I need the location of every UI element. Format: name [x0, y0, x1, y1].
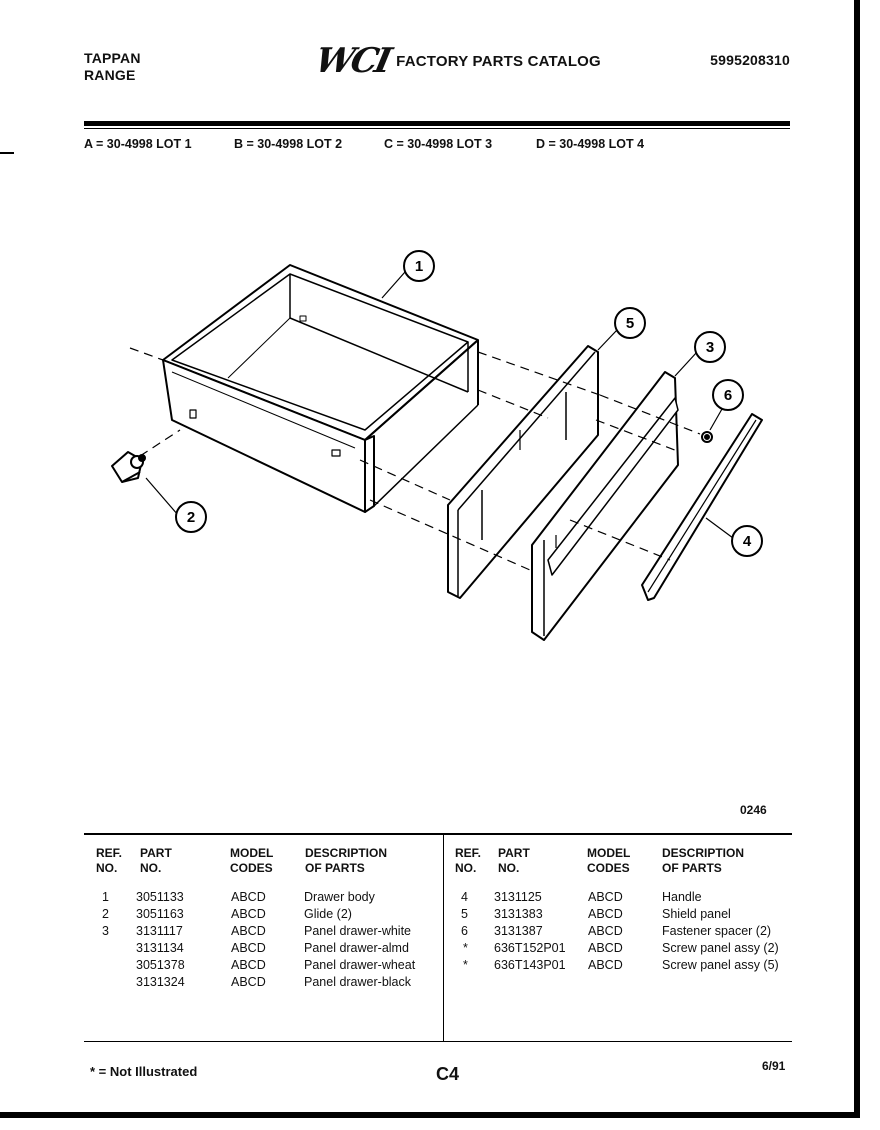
svg-text:4: 4	[742, 533, 752, 550]
lot-a: A = 30-4998 LOT 1	[84, 137, 192, 151]
part-description: Panel drawer-white	[304, 924, 411, 938]
part-description: Fastener spacer (2)	[662, 924, 772, 938]
illustration-code: 0246	[740, 803, 767, 817]
part-description: Screw panel assy (5)	[662, 958, 779, 972]
header-ref-no: REF. NO.	[96, 846, 123, 875]
part-description: Handle	[662, 890, 702, 904]
part-no: 3131387	[494, 924, 543, 938]
part-no: 636T152P01	[494, 941, 566, 955]
model-codes: ABCD	[231, 958, 266, 972]
svg-text:6: 6	[723, 387, 733, 404]
ref-no: 1	[102, 890, 109, 904]
model-codes: ABCD	[588, 890, 623, 904]
header-part-no-right: PART NO.	[498, 846, 530, 875]
model-codes: ABCD	[231, 907, 266, 921]
part-no: 3051133	[136, 890, 184, 904]
part-description: Panel drawer-black	[304, 975, 411, 989]
part-description: Shield panel	[662, 907, 731, 921]
header-model-codes-right: MODEL CODES	[587, 846, 631, 875]
ref-no: 6	[461, 924, 468, 938]
header-model-codes: MODEL CODES	[230, 846, 274, 875]
lot-c: C = 30-4998 LOT 3	[384, 137, 493, 151]
table-divider	[443, 833, 444, 1041]
revision-date: 6/91	[762, 1059, 786, 1073]
model-codes: ABCD	[588, 958, 623, 972]
model-codes: ABCD	[231, 941, 266, 955]
ref-no: 2	[102, 907, 109, 921]
ref-no: *	[463, 958, 468, 972]
fastener-spacer-drawing	[702, 432, 712, 442]
callout-6	[713, 380, 743, 410]
header-ref-no-right: REF. NO.	[455, 846, 482, 875]
ref-no: 3	[102, 924, 109, 938]
callout-4	[732, 526, 762, 556]
ref-no: 5	[461, 907, 468, 921]
model-codes: ABCD	[588, 907, 623, 921]
ref-no: 4	[461, 890, 468, 904]
model-codes: ABCD	[231, 975, 266, 989]
catalog-title: FACTORY PARTS CATALOG	[396, 52, 601, 70]
part-no: 3051378	[136, 958, 185, 972]
lot-b: B = 30-4998 LOT 2	[234, 137, 343, 151]
callout-1	[404, 251, 434, 281]
model-codes: ABCD	[231, 890, 266, 904]
page-code: C4	[436, 1064, 460, 1084]
ref-no: *	[463, 941, 468, 955]
model-codes: ABCD	[588, 924, 623, 938]
part-no: 3051163	[136, 907, 184, 921]
table-bottom-rule	[84, 1041, 792, 1042]
part-description: Panel drawer-almd	[304, 941, 409, 955]
part-description: Panel drawer-wheat	[304, 958, 416, 972]
part-no: 3131324	[136, 975, 185, 989]
product-type: RANGE	[84, 67, 136, 83]
drawer-body-drawing	[163, 265, 478, 512]
svg-text:2: 2	[186, 509, 196, 526]
svg-text:3: 3	[705, 339, 715, 356]
part-no: 3131117	[136, 924, 183, 938]
callout-3	[695, 332, 725, 362]
header-description: DESCRIPTION OF PARTS	[305, 846, 388, 875]
document-number: 5995208310	[710, 52, 790, 68]
svg-text:1: 1	[414, 258, 424, 275]
part-no: 3131134	[136, 941, 184, 955]
table-top-rule	[84, 833, 792, 835]
model-codes: ABCD	[231, 924, 266, 938]
part-description: Screw panel assy (2)	[662, 941, 779, 955]
svg-text:5: 5	[625, 315, 635, 332]
header-part-no: PART NO.	[140, 846, 172, 875]
part-description: Glide (2)	[304, 907, 352, 921]
part-no: 3131383	[494, 907, 543, 921]
header-description-right: DESCRIPTION OF PARTS	[662, 846, 745, 875]
model-codes: ABCD	[588, 941, 623, 955]
callout-2	[176, 502, 206, 532]
part-description: Drawer body	[304, 890, 375, 904]
wci-logo: WCI	[311, 41, 393, 81]
lot-d: D = 30-4998 LOT 4	[536, 137, 645, 151]
glide-drawing	[112, 452, 145, 482]
part-no: 3131125	[494, 890, 542, 904]
callout-5	[615, 308, 645, 338]
not-illustrated-note: * = Not Illustrated	[90, 1064, 198, 1079]
brand-name: TAPPAN	[84, 50, 141, 66]
part-no: 636T143P01	[494, 958, 566, 972]
